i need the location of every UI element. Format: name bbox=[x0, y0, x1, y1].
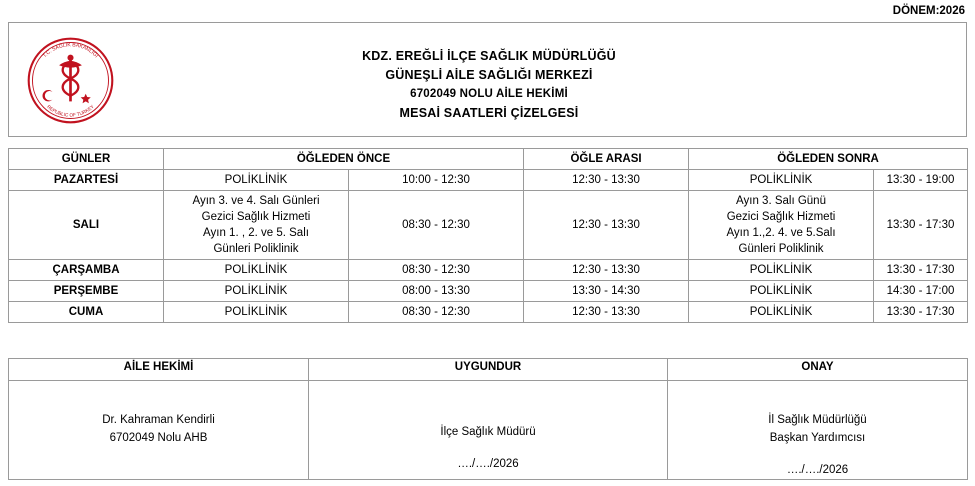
morning-type-line: Gezici Sağlık Hizmeti bbox=[201, 211, 311, 223]
morning-type: POLİKLİNİK bbox=[164, 302, 349, 323]
day-label: PERŞEMBE bbox=[9, 281, 164, 302]
table-row bbox=[9, 260, 968, 281]
table-row bbox=[9, 191, 968, 260]
morning-hours: 08:00 - 13:30 bbox=[349, 281, 524, 302]
table-row bbox=[9, 302, 968, 323]
afternoon-type-line: Ayın 1.,2. 4. ve 5.Salı bbox=[726, 227, 836, 239]
turkish-ministry-of-health-emblem-icon bbox=[23, 33, 118, 128]
signature-body-row bbox=[9, 381, 968, 480]
afternoon-type: POLİKLİNİK bbox=[689, 170, 874, 191]
afternoon-type-line: Gezici Sağlık Hizmeti bbox=[726, 211, 836, 223]
morning-type: POLİKLİNİK bbox=[164, 260, 349, 281]
afternoon-hours: 13:30 - 19:00 bbox=[874, 170, 968, 191]
title-line-4: MESAİ SAATLERİ ÇİZELGESİ bbox=[399, 106, 579, 120]
day-label: ÇARŞAMBA bbox=[9, 260, 164, 281]
morning-type-line: Ayın 1. , 2. ve 5. Salı bbox=[203, 227, 309, 239]
afternoon-type: POLİKLİNİK bbox=[689, 260, 874, 281]
lunch-hours: 12:30 - 13:30 bbox=[524, 170, 689, 191]
signature-date: …./…./2026 bbox=[457, 458, 519, 470]
afternoon-type-line: Ayın 3. Salı Günü bbox=[736, 195, 826, 207]
afternoon-type bbox=[689, 191, 874, 260]
spacer bbox=[309, 441, 667, 455]
schedule-table bbox=[8, 148, 968, 323]
day-label: CUMA bbox=[9, 302, 164, 323]
signature-cell-approved bbox=[309, 381, 668, 480]
table-row bbox=[9, 281, 968, 302]
morning-type: POLİKLİNİK bbox=[164, 281, 349, 302]
morning-type-line: Günleri Poliklinik bbox=[213, 243, 299, 255]
morning-hours: 08:30 - 12:30 bbox=[349, 260, 524, 281]
title-line-1: KDZ. EREĞLİ İLÇE SAĞLIK MÜDÜRLÜĞÜ bbox=[362, 49, 616, 63]
spacer bbox=[668, 447, 967, 461]
signature-header-row bbox=[9, 359, 968, 381]
afternoon-type: POLİKLİNİK bbox=[689, 302, 874, 323]
svg-text:REPUBLIC OF TURKEY: REPUBLIC OF TURKEY bbox=[45, 104, 96, 119]
schedule-header-row bbox=[9, 149, 968, 170]
morning-hours: 08:30 - 12:30 bbox=[349, 191, 524, 260]
morning-type bbox=[164, 191, 349, 260]
signature-cell-family-physician bbox=[9, 381, 309, 480]
afternoon-hours: 14:30 - 17:00 bbox=[874, 281, 968, 302]
header-box bbox=[8, 22, 967, 137]
column-header-afternoon: ÖĞLEDEN SONRA bbox=[689, 149, 968, 170]
table-row bbox=[9, 170, 968, 191]
title-line-3: 6702049 NOLU AİLE HEKİMİ bbox=[410, 88, 568, 100]
signature-header-family-physician: AİLE HEKİMİ bbox=[9, 359, 309, 381]
signature-header-approved: UYGUNDUR bbox=[309, 359, 668, 381]
signature-date: …./…./2026 bbox=[786, 464, 849, 476]
day-label: PAZARTESİ bbox=[9, 170, 164, 191]
column-header-morning: ÖĞLEDEN ÖNCE bbox=[164, 149, 524, 170]
day-label: SALI bbox=[9, 191, 164, 260]
morning-type-line: Ayın 3. ve 4. Salı Günleri bbox=[192, 195, 320, 207]
signature-name: Dr. Kahraman Kendirli bbox=[102, 414, 215, 426]
lunch-hours: 12:30 - 13:30 bbox=[524, 260, 689, 281]
title-line-2: GÜNEŞLİ AİLE SAĞLIĞI MERKEZİ bbox=[385, 68, 593, 82]
signature-name: İlçe Sağlık Müdürü bbox=[440, 426, 536, 438]
afternoon-hours: 13:30 - 17:30 bbox=[874, 302, 968, 323]
document-title bbox=[139, 47, 839, 123]
afternoon-hours: 13:30 - 17:30 bbox=[874, 260, 968, 281]
column-header-days: GÜNLER bbox=[9, 149, 164, 170]
morning-hours: 10:00 - 12:30 bbox=[349, 170, 524, 191]
afternoon-hours: 13:30 - 17:30 bbox=[874, 191, 968, 260]
afternoon-type: POLİKLİNİK bbox=[689, 281, 874, 302]
signature-header-confirmation: ONAY bbox=[668, 359, 968, 381]
morning-hours: 08:30 - 12:30 bbox=[349, 302, 524, 323]
morning-type: POLİKLİNİK bbox=[164, 170, 349, 191]
signature-subtitle: Başkan Yardımcısı bbox=[769, 432, 866, 444]
lunch-hours: 12:30 - 13:30 bbox=[524, 191, 689, 260]
lunch-hours: 13:30 - 14:30 bbox=[524, 281, 689, 302]
signature-name: İl Sağlık Müdürlüğü bbox=[768, 414, 867, 426]
column-header-lunch: ÖĞLE ARASI bbox=[524, 149, 689, 170]
lunch-hours: 12:30 - 13:30 bbox=[524, 302, 689, 323]
svg-text:T.C. SAĞLIK BAKANLIĞI: T.C. SAĞLIK BAKANLIĞI bbox=[42, 42, 100, 60]
afternoon-type-line: Günleri Poliklinik bbox=[738, 243, 824, 255]
signature-cell-confirmation bbox=[668, 381, 968, 480]
signature-subtitle: 6702049 Nolu AHB bbox=[109, 432, 208, 444]
period-label: DÖNEM:2026 bbox=[892, 5, 965, 17]
signature-table bbox=[8, 358, 968, 480]
